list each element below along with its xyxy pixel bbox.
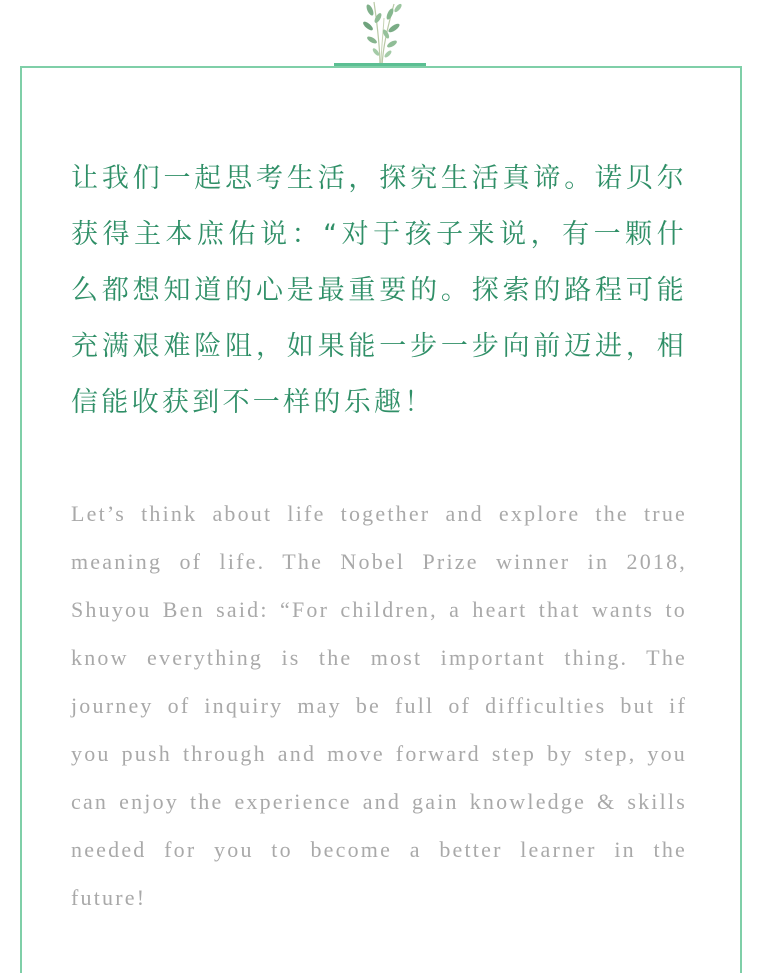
plant-sprig-icon	[350, 0, 412, 66]
english-paragraph: Let’s think about life together and explore the true meaning of life. The Nobel Prize winner in 2018, Shuyou Ben said: “For children, a heart that wants to know everything is the most important thing. The journey of inquiry may be full of difficulties but if you push through and move forward step by step, you can enjoy the experience and gain knowledge & skills needed for you to become a better learner in the future!	[71, 501, 687, 910]
chinese-paragraph: 让我们一起思考生活，探究生活真谛。诺贝尔获得主本庶佑说：“对于孩子来说，有一颗什么都想知道的心是最重要的。探索的路程可能充满艰难险阻，如果能一步一步向前迈进，相信能收获到不一样的乐趣！	[71, 163, 687, 418]
